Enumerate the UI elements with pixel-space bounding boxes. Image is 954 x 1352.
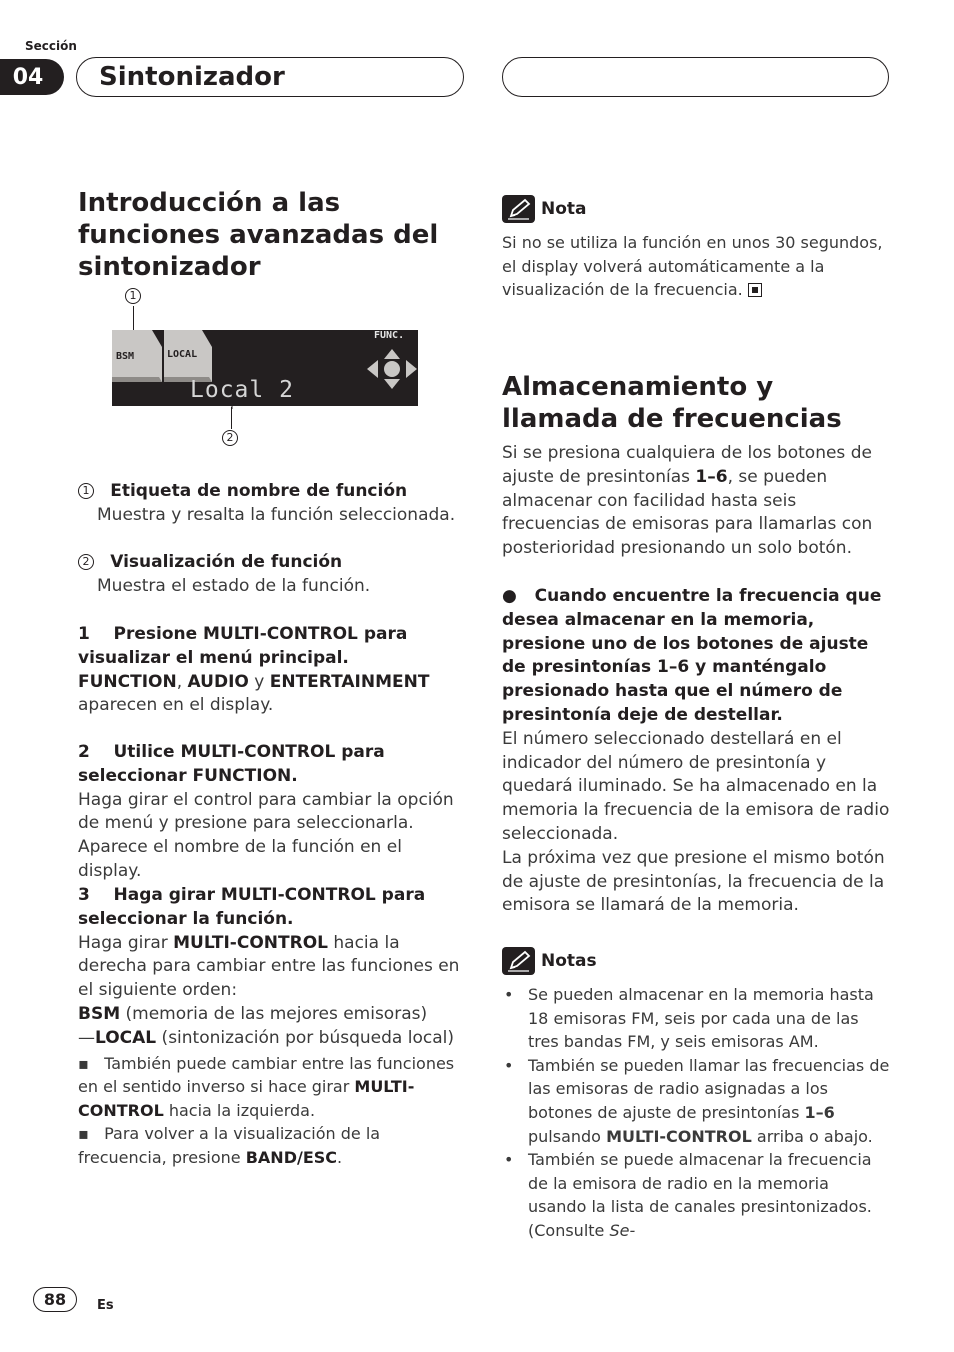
order-item-local — [78, 1027, 466, 1051]
step-1 — [78, 623, 466, 718]
text: , se pueden almacenar con facilidad hasta seis frecuencias de emisoras para llamarlas con posterioridad presionando un solo botón. — [502, 466, 873, 559]
legend-title-1: Etiqueta de nombre de función — [110, 481, 408, 501]
section-title: Sintonizador — [76, 57, 464, 97]
legend-num-2: 2 — [78, 554, 94, 570]
note-label: Nota — [541, 199, 587, 219]
order-item-bsm — [78, 1003, 466, 1027]
notes-list — [502, 983, 892, 1243]
left-section-title: Introducción a las funciones avanzadas del sintonizador — [78, 188, 439, 282]
text: arriba o abajo. — [751, 1126, 873, 1146]
note-block — [502, 195, 892, 302]
step-2-heading: 2 Utilice MULTI-CONTROL para seleccionar FUNCTION. — [78, 742, 391, 786]
term-multi-control: MULTI-CONTROL — [606, 1126, 752, 1146]
term-band-esc: BAND/ESC — [245, 1147, 338, 1167]
tab-local: LOCAL — [167, 349, 198, 360]
text: , — [176, 671, 188, 692]
func-label: FUNC. — [374, 330, 405, 341]
step-2-body: Haga girar el control para cambiar la opción de menú y presione para seleccionarla. Aparece el nombre de la función en el display. — [78, 789, 454, 881]
display-illustration — [110, 285, 430, 450]
round-bullet-icon: ● — [502, 586, 535, 606]
text: También se puede almacenar la frecuencia de la emisora de radio en la memoria usando la lista de canales presintonizados. (Consulte — [528, 1150, 872, 1240]
legend-desc-1: Muestra y resalta la función seleccionada. — [97, 504, 456, 525]
screen-text: Local 2 — [190, 377, 294, 403]
text: También puede cambiar entre las funciones en el sentido inverso si hace girar — [78, 1053, 455, 1097]
text: hacia la izquierda. — [163, 1100, 316, 1120]
legend-item-1 — [78, 480, 468, 528]
text: También se pueden llamar las frecuencias de las emisoras de radio asignadas a los botones de ajuste de presintonías — [528, 1055, 890, 1122]
dash: — — [78, 1027, 95, 1048]
term-local: LOCAL — [95, 1027, 157, 1048]
callout-2: 2 — [222, 430, 238, 446]
term-multi-control: MULTI-CONTROL — [78, 1077, 415, 1120]
text: Cuando encuentre la frecuencia que desea almacenar en la memoria, presione uno de los botones de ajuste de presintonías 1–6 y manténgalo presionado hasta que el número de presintonía deje de destellar. — [502, 586, 882, 725]
pencil-note-icon — [502, 947, 535, 975]
language-code: Es — [97, 1298, 114, 1313]
right-step-body-2: La próxima vez que presione el mismo botón de ajuste de presintonías, la frecuencia de la emisora se llamará de la memoria. — [502, 847, 885, 916]
section-number-badge: 04 — [0, 59, 64, 95]
square-bullet-icon: ▪ — [78, 1124, 105, 1144]
text: Si se presiona cualquiera de los botones de ajuste de presintonías — [502, 443, 872, 487]
list-item — [502, 1054, 892, 1148]
text: (sintonización por búsqueda local) — [156, 1027, 454, 1048]
step-3-heading: 3 Haga girar MULTI-CONTROL para seleccionar la función. — [78, 885, 432, 929]
note-return — [78, 1122, 466, 1169]
step-2 — [78, 741, 466, 884]
legend-title-2: Visualización de función — [110, 552, 343, 572]
tab-bsm: BSM — [116, 351, 135, 362]
italic-reference: Se- — [609, 1220, 636, 1240]
callout-1: 1 — [125, 288, 141, 304]
list-item — [502, 1148, 892, 1242]
step-3-body — [78, 932, 466, 1003]
right-step-body-1: El número seleccionado destellará en el indicador del número de presintonía y quedará iluminado. Se ha almacenado en la memoria la frecuencia de la emisora de radio seleccionada. — [502, 728, 890, 844]
right-step — [502, 585, 890, 918]
step-1-body — [78, 671, 466, 719]
right-intro — [502, 442, 892, 561]
note-text — [502, 231, 892, 302]
term-presets: 1–6 — [695, 466, 728, 487]
term-presets: 1–6 — [804, 1102, 835, 1122]
page-number: 88 — [33, 1287, 77, 1312]
right-section-title: Almacenamiento y llamada de frecuencias — [502, 372, 842, 434]
step-3 — [78, 884, 466, 1170]
header-blank-pill — [502, 57, 889, 97]
text: Si no se utiliza la función en unos 30 segundos, el display volverá automáticamente a la visualización de la frecuencia. — [502, 233, 883, 300]
list-item: • Se pueden almacenar en la memoria hasta 18 emisoras FM, seis por cada una de las tres bandas FM, y seis emisoras AM. — [502, 983, 892, 1054]
pencil-note-icon — [502, 195, 535, 223]
text: Para volver a la visualización de la frecuencia, presione — [78, 1124, 381, 1167]
text: . — [337, 1147, 343, 1167]
notes-block — [502, 947, 892, 1243]
end-square-icon — [748, 283, 762, 297]
callout-2-line — [231, 407, 232, 429]
text: aparecen en el display. — [78, 695, 274, 716]
note-reverse — [78, 1052, 466, 1123]
step-1-heading: 1 Presione MULTI-CONTROL para visualizar el menú principal. — [78, 624, 414, 668]
term-entertainment: ENTERTAINMENT — [269, 671, 430, 692]
text: y — [248, 671, 270, 692]
text: pulsando — [528, 1126, 607, 1146]
square-bullet-icon: ▪ — [78, 1053, 105, 1073]
right-step-heading — [502, 585, 890, 728]
term-multi-control: MULTI-CONTROL — [173, 932, 328, 953]
legend-item-2 — [78, 551, 468, 599]
section-label: Sección — [25, 39, 77, 53]
legend-desc-2: Muestra el estado de la función. — [97, 575, 371, 596]
term-function: FUNCTION — [78, 671, 177, 692]
notes-label: Notas — [541, 951, 597, 971]
term-audio: AUDIO — [187, 671, 249, 692]
legend-num-1: 1 — [78, 483, 94, 499]
term-bsm: BSM — [78, 1003, 121, 1024]
text: Haga girar — [78, 932, 174, 953]
text: (memoria de las mejores emisoras) — [120, 1003, 428, 1024]
text: hacia la derecha para cambiar entre las funciones en el siguiente orden: — [78, 932, 460, 1001]
